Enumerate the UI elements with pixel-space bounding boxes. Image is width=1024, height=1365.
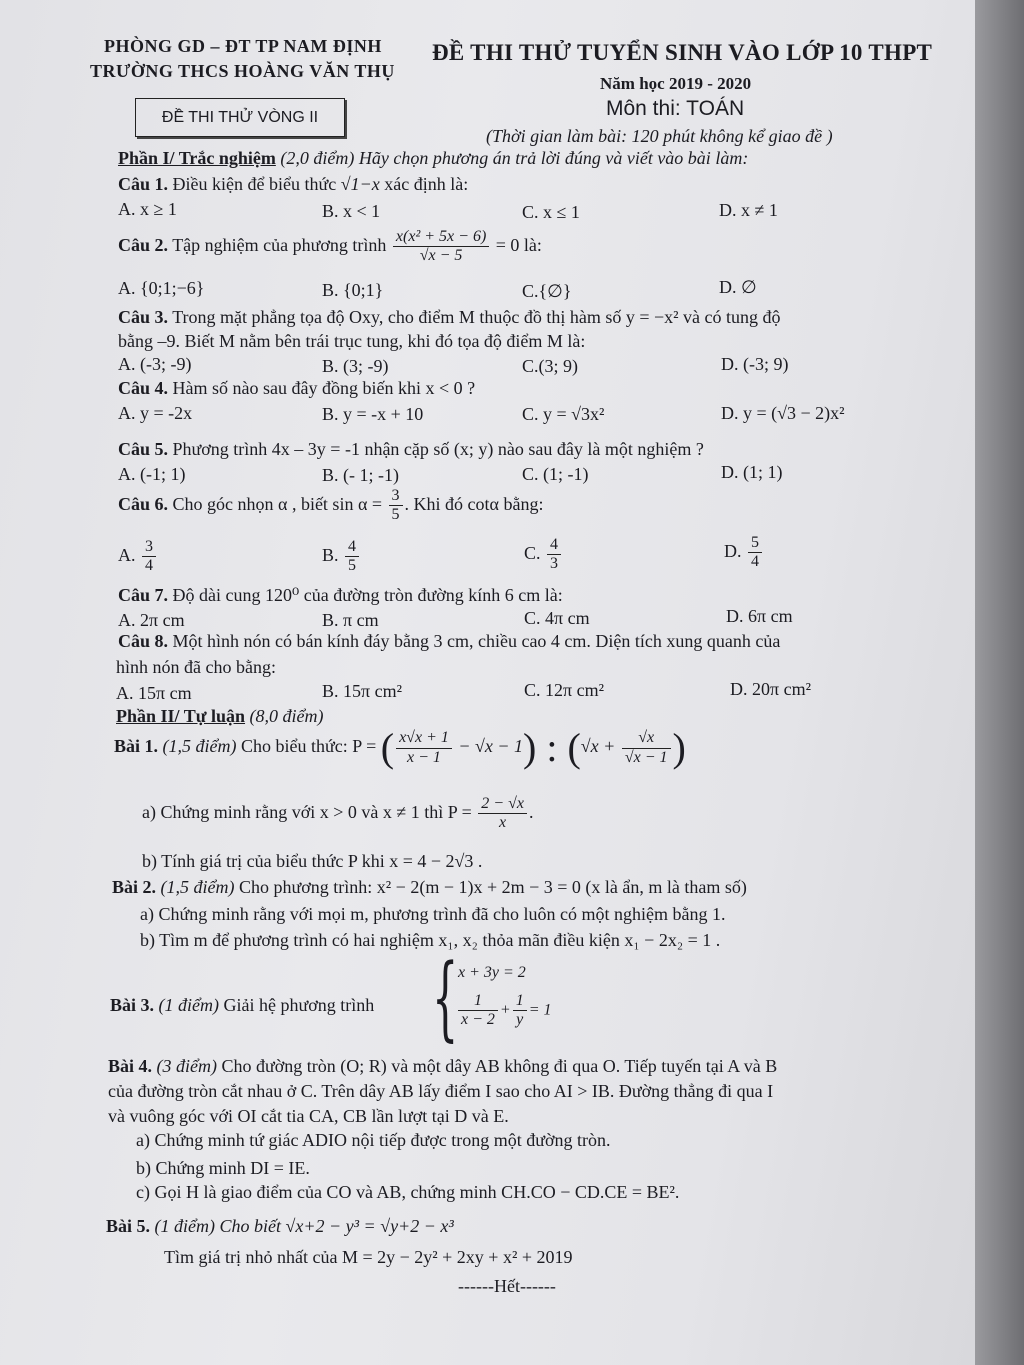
problem-4b: b) Chứng minh DI = IE. [136,1158,310,1178]
q8-option-b: B. 15π cm² [322,681,402,701]
problem-4-line2: của đường tròn cắt nhau ở C. Trên dây AB lấy điểm I sao cho AI > IB. Đường thẳng đi qua I [108,1081,774,1101]
q7-option-b: B. π cm [322,610,379,630]
question-5: Câu 5. Phương trình 4x – 3y = -1 nhận cặp số (x; y) nào sau đây là một nghiệm ? [118,439,704,459]
end-marker: ------Hết------ [458,1276,556,1296]
q5-option-b: B. (- 1; -1) [322,465,399,485]
problem-1: Bài 1. (1,5 điểm) Cho biểu thức: P = ( $\frac{x√x + 1}{x - 1}$ − √x − 1) : (√x + $\frac{√x}{√x - 1}$ ) [114,725,686,770]
problem-5-line2: Tìm giá trị nhỏ nhất của M = 2y − 2y² + 2xy + x² + 2019 [164,1247,573,1267]
q4-option-b: B. y = -x + 10 [322,404,424,424]
problem-2: Bài 2. (1,5 điểm) Cho phương trình: x² − 2(m − 1)x + 2m − 3 = 0 (x là ẩn, m là tham số) [112,877,747,897]
q7-option-a: A. 2π cm [118,610,185,630]
q8-option-a: A. 15π cm [116,683,192,703]
q3-option-b: B. (3; -9) [322,356,389,376]
school-name: TRƯỜNG THCS HOÀNG VĂN THỤ [90,61,395,81]
q4-option-a: A. y = -2x [118,403,193,423]
q5-option-c: C. (1; -1) [522,464,589,484]
question-7: Câu 7. Độ dài cung 120⁰ của đường tròn đường kính 6 cm là: [118,585,563,605]
part2-heading: Phần II/ Tự luận (8,0 điểm) [116,706,324,726]
subject-label: Môn thi: TOÁN [606,97,745,120]
q6-option-b: B. $\frac{4}{5}$ [322,538,361,576]
q3-option-d: D. (-3; 9) [721,354,789,374]
question-2: Câu 2. Tập nghiệm của phương trình $\frac{\text{x(x² + 5x − 6)}}{√x - 5}$ = 0 là: [118,228,542,265]
q1-option-b: B. x < 1 [322,201,381,221]
q2-option-b: B. {0;1} [322,280,384,300]
q6-option-d: D. $\frac{5}{4}$ [724,534,764,572]
part1-heading: Phần I/ Trắc nghiệm (2,0 điểm) Hãy chọn phương án trả lời đúng và viết vào bài làm: [118,148,749,168]
problem-4a: a) Chứng minh tứ giác ADIO nội tiếp được trong một đường tròn. [136,1130,611,1150]
duration-note: (Thời gian làm bài: 120 phút không kể giao đề ) [486,126,833,146]
q2-option-c: C.{∅} [522,281,572,301]
system-eq1: x + 3y = 2 [458,964,526,981]
system-eq2: $\frac{1}{x - 2}$ + $\frac{1}{y}$ = 1 [456,992,552,1030]
question-3-line2: bằng –9. Biết M nằm bên trái trục tung, khi đó tọa độ điểm M là: [118,331,586,351]
q1-option-c: C. x ≤ 1 [522,202,580,222]
q5-option-d: D. (1; 1) [721,462,783,482]
equation-system [432,944,562,1051]
q5-option-a: A. (-1; 1) [118,464,186,484]
question-1: Câu 1. Điều kiện để biểu thức √1−x xác định là: [118,174,469,194]
problem-4: Bài 4. (3 điểm) Cho đường tròn (O; R) và một dây AB không đi qua O. Tiếp tuyến tại A và B [108,1056,778,1076]
problem-2b: b) Tìm m để phương trình có hai nghiệm x₁, x₂ thỏa mãn điều kiện x₁ − 2x₂ = 1 . [140,930,721,950]
problem-5: Bài 5. (1 điểm) Cho biết √x+2 − y³ = √y+2 − x³ [106,1216,454,1236]
q7-option-c: C. 4π cm [524,608,590,628]
question-3: Câu 3. Trong mặt phẳng tọa độ Oxy, cho điểm M thuộc đồ thị hàm số y = −x² và có tung độ [118,307,781,327]
q3-option-c: C.(3; 9) [522,356,578,376]
paper-edge-background [975,0,1024,1365]
q6-option-c: C. $\frac{4}{3}$ [524,536,563,574]
q3-option-a: A. (-3; -9) [118,354,192,374]
problem-3: Bài 3. (1 điểm) Giải hệ phương trình [110,995,375,1015]
question-4: Câu 4. Hàm số nào sau đây đồng biến khi x < 0 ? [118,378,476,398]
question-8-line2: hình nón đã cho bằng: [116,657,276,677]
q1-option-d: D. x ≠ 1 [719,200,778,220]
question-6: Câu 6. Cho góc nhọn α , biết sin α = $\frac{3}{5}$ . Khi đó cotα bằng: [118,487,544,524]
q8-option-c: C. 12π cm² [524,680,604,700]
problem-4-line3: và vuông góc với OI cắt tia CA, CB lần lượt tại D và E. [108,1106,509,1126]
q6-option-a: A. $\frac{3}{4}$ [118,538,158,576]
school-year: Năm học 2019 - 2020 [600,74,752,93]
question-8: Câu 8. Một hình nón có bán kính đáy bằng 3 cm, chiều cao 4 cm. Diện tích xung quanh của [118,631,781,651]
exam-title: ĐỀ THI THỬ TUYỂN SINH VÀO LỚP 10 THPT [432,40,933,65]
problem-1a: a) Chứng minh rằng với x > 0 và x ≠ 1 thì P = $\frac{2 - √x}{x}$ . [142,795,534,832]
q2-option-a: A. {0;1;−6} [118,278,205,298]
round-label: ĐỀ THI THỬ VÒNG II [135,98,345,137]
q7-option-d: D. 6π cm [726,606,793,626]
q2-option-d: D. ∅ [719,277,757,297]
problem-4c: c) Gọi H là giao điểm của CO và AB, chứng minh CH.CO − CD.CE = BE². [136,1182,680,1202]
q1-option-a: A. x ≥ 1 [118,199,177,219]
problem-1b: b) Tính giá trị của biểu thức P khi x = 4 − 2√3 . [142,851,483,871]
q4-option-d: D. y = (√3 − 2)x² [721,403,845,423]
q4-option-c: C. y = √3x² [522,404,605,424]
department-name: PHÒNG GD – ĐT TP NAM ĐỊNH [104,36,382,56]
q8-option-d: D. 20π cm² [730,679,811,699]
problem-2a: a) Chứng minh rằng với mọi m, phương trình đã cho luôn có một nghiệm bằng 1. [140,904,726,924]
system-brace: { [432,944,459,1051]
